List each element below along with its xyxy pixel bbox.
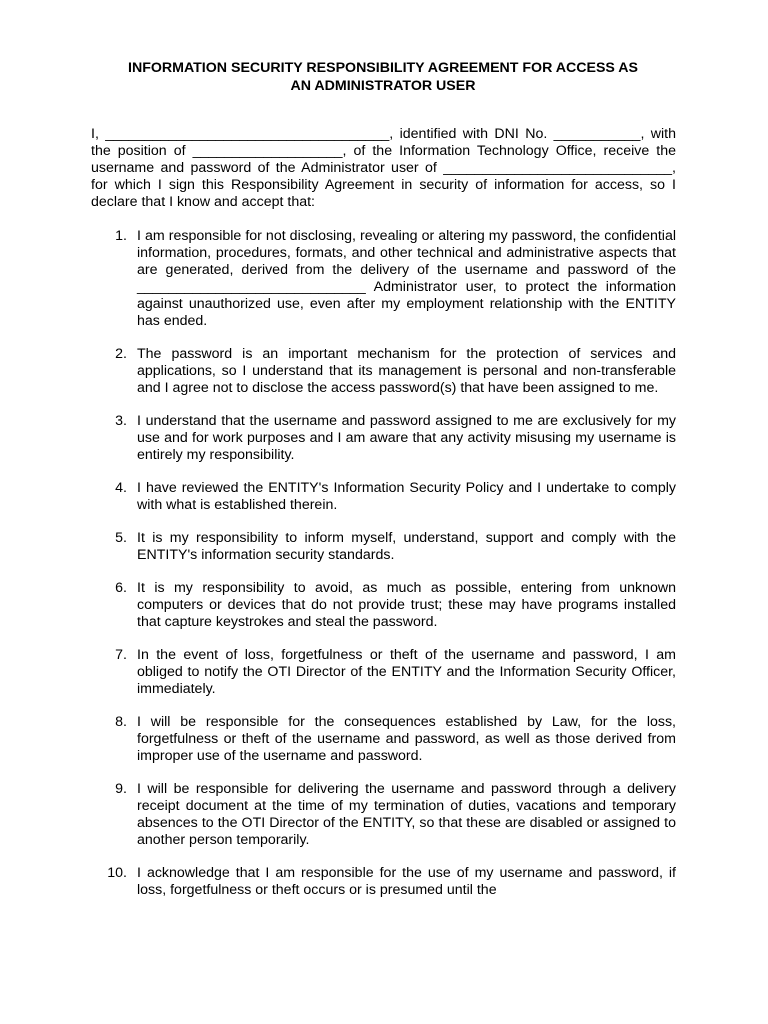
list-item — [91, 647, 676, 698]
title-line-2: AN ADMINISTRATOR USER — [290, 78, 476, 94]
list-item-text: I acknowledge that I am responsible for the use of my username and password, if loss, forgetfulness or theft occurs or is presumed until the — [137, 865, 676, 898]
list-item-text: It is my responsibility to avoid, as much as possible, entering from unknown computers or devices that do not provide trust; these may have programs installed that capture keystrokes and steal the password. — [137, 580, 676, 630]
list-item-text: I will be responsible for the consequences established by Law, for the loss, forgetfulness or theft of the username and password, as well as those derived from improper use of the username and password. — [137, 714, 676, 764]
list-item-number: 8. — [115, 714, 127, 730]
list-item-text: It is my responsibility to inform myself, understand, support and comply with the ENTITY's information security standards. — [137, 530, 676, 563]
list-item-number: 1. — [115, 228, 127, 244]
list-item — [91, 480, 676, 514]
list-item-number: 3. — [115, 413, 127, 429]
list-item-text: I have reviewed the ENTITY's Information Security Policy and I undertake to comply with what is established therein. — [137, 480, 676, 513]
intro-paragraph: I, ____________________________________, identified with DNI No. ___________, with the position of ___________________, of the Information Technology Office, receive the username and password of the Administrator user of _____________________________, for which I sign this Responsibility Agreement in security of information for access, so I declare that I know and accept that: — [91, 126, 676, 210]
list-item — [91, 714, 676, 765]
list-item-text: In the event of loss, forgetfulness or theft of the username and password, I am obliged to notify the OTI Director of the ENTITY and the Information Security Officer, immediately. — [137, 647, 676, 697]
list-item — [91, 530, 676, 564]
list-item-number: 6. — [115, 580, 127, 596]
title-line-1: INFORMATION SECURITY RESPONSIBILITY AGREEMENT FOR ACCESS AS — [128, 60, 638, 76]
list-item-text: I will be responsible for delivering the username and password through a delivery receipt document at the time of my termination of duties, vacations and temporary absences to the OTI Director of the ENTITY, so that these are disabled or assigned to another person temporarily. — [137, 781, 676, 848]
list-item-number: 4. — [115, 480, 127, 496]
list-item — [91, 413, 676, 464]
list-item — [91, 346, 676, 397]
list-item-number: 9. — [115, 781, 127, 797]
list-item — [91, 580, 676, 631]
list-item-text: I understand that the username and password assigned to me are exclusively for my use and for work purposes and I am aware that any activity misusing my username is entirely my responsibility. — [137, 413, 676, 463]
list-item-text: I am responsible for not disclosing, revealing or altering my password, the confidential information, procedures, formats, and other technical and administrative aspects that are generated, derived from the delivery of the username and password of the _____________________________ Administrator user, to protect the information against unauthorized use, even after my employment relationship with the ENTITY has ended. — [137, 228, 676, 329]
list-item-number: 5. — [115, 530, 127, 546]
list-item-number: 2. — [115, 346, 127, 362]
list-item — [91, 781, 676, 849]
list-item-text: The password is an important mechanism for the protection of services and applications, so I understand that its management is personal and non-transferable and I agree not to disclose the access password(s) that have been assigned to me. — [137, 346, 676, 396]
list-item — [91, 865, 676, 899]
list-item — [91, 228, 676, 330]
list-item-number: 10. — [107, 865, 127, 881]
list-item-number: 7. — [115, 647, 127, 663]
document-title — [90, 59, 676, 95]
declaration-list — [91, 228, 676, 915]
